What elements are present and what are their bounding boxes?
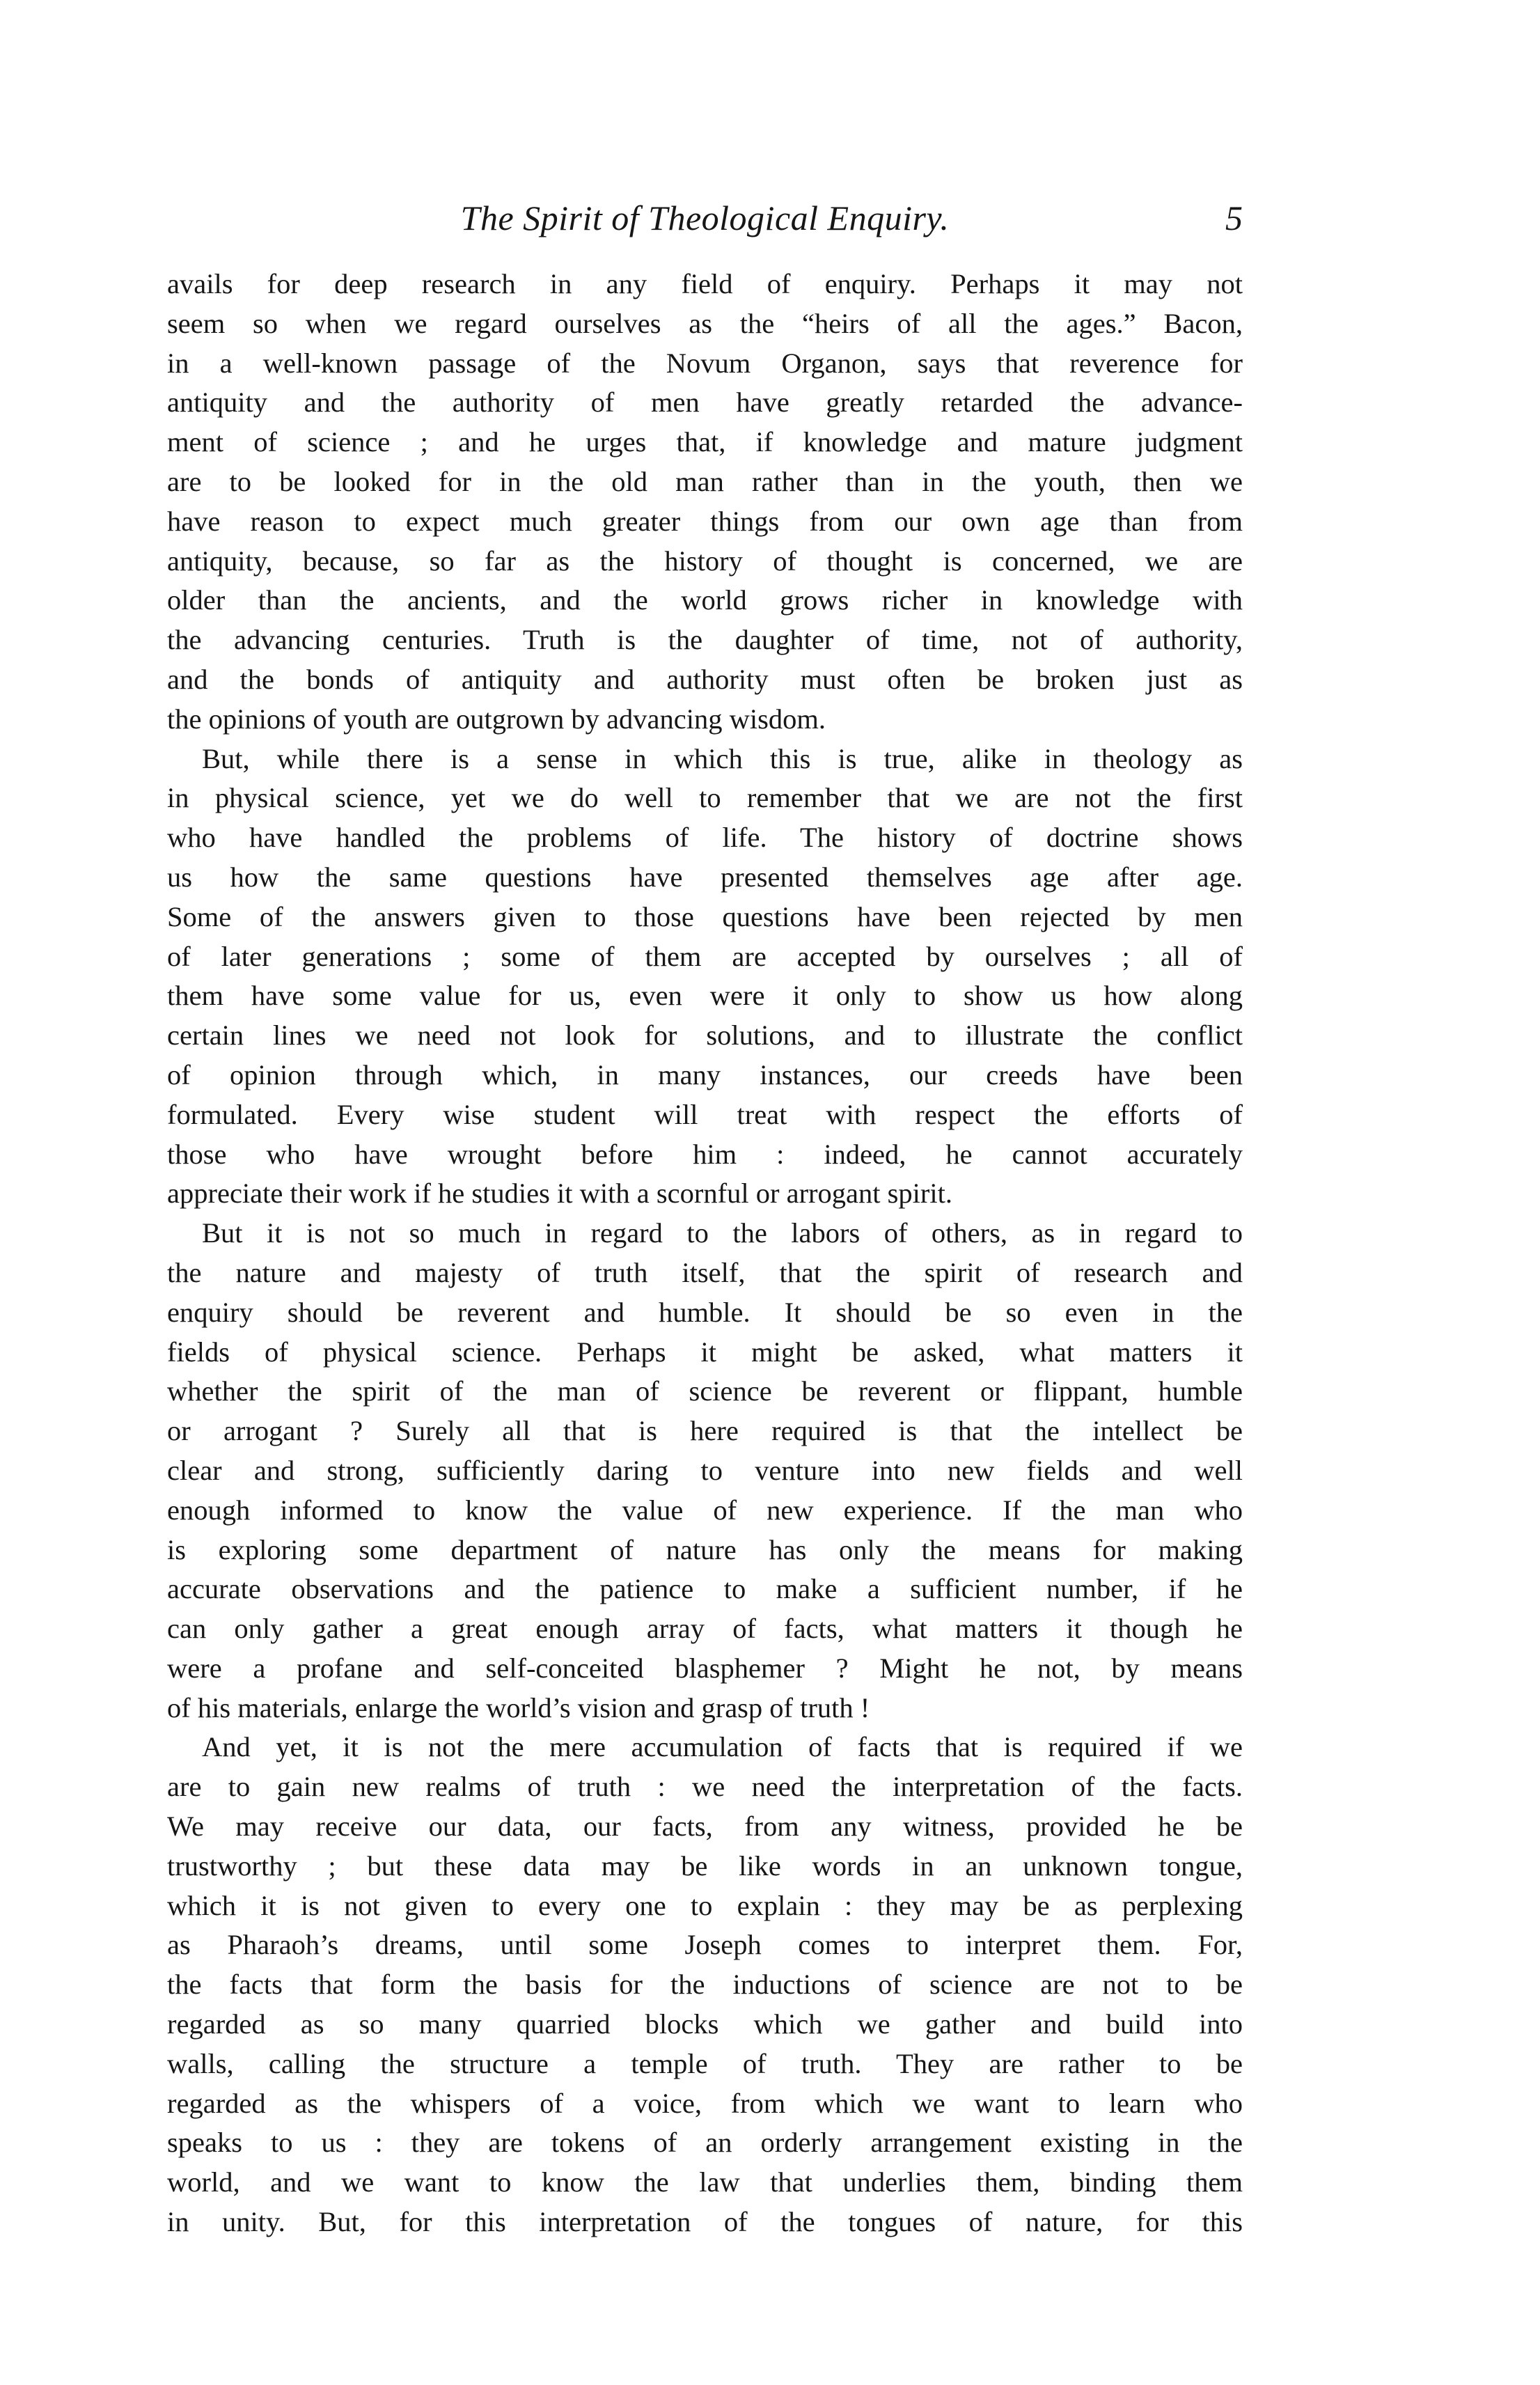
text-line: accurate observations and the patience to make a sufficient number, if he — [167, 1573, 1243, 1605]
text-line: in physical science, yet we do well to remember that we are not the first — [167, 782, 1243, 814]
page-header — [167, 194, 1243, 242]
text-line: enough informed to know the value of new experience. If the man who — [167, 1494, 1243, 1526]
text-line: certain lines we need not look for solutions, and to illustrate the conflict — [167, 1019, 1243, 1051]
text-line: speaks to us : they are tokens of an orderly arrangement existing in the — [167, 2127, 1243, 2159]
text-line: avails for deep research in any field of enquiry. Perhaps it may not — [167, 268, 1243, 299]
text-line: the facts that form the basis for the inductions of science are not to be — [167, 1969, 1243, 2001]
text-line: whether the spirit of the man of science be reverent or flippant, humble — [167, 1375, 1243, 1407]
text-line: Some of the answers given to those questions have been rejected by men — [167, 900, 1243, 932]
text-line: and the bonds of antiquity and authority must often be broken just as — [167, 663, 1243, 695]
text-line: world, and we want to know the law that underlies them, binding them — [167, 2166, 1243, 2198]
text-line: trustworthy ; but these data may be like words in an unknown tongue, — [167, 1850, 1243, 1882]
text-line: walls, calling the structure a temple of truth. They are rather to be — [167, 2047, 1243, 2079]
text-line: But it is not so much in regard to the labors of others, as in regard to — [202, 1217, 1243, 1249]
text-line: can only gather a great enough array of facts, what matters it though he — [167, 1613, 1243, 1645]
text-line: the advancing centuries. Truth is the daughter of time, not of authority, — [167, 624, 1243, 656]
text-line: clear and strong, sufficiently daring to venture into new fields and well — [167, 1454, 1243, 1486]
text-line: of his materials, enlarge the world’s vision and grasp of truth ! — [167, 1691, 870, 1723]
text-line: ment of science ; and he urges that, if knowledge and mature judgment — [167, 426, 1243, 458]
text-line: formulated. Every wise student will treat with respect the efforts of — [167, 1098, 1243, 1130]
text-line: appreciate their work if he studies it with a scornful or arrogant spirit. — [167, 1178, 953, 1210]
text-line: as Pharaoh’s dreams, until some Joseph comes to interpret them. For, — [167, 1929, 1243, 1961]
text-line: were a profane and self-conceited blasphemer ? Might he not, by means — [167, 1652, 1243, 1684]
text-line: regarded as the whispers of a voice, from which we want to learn who — [167, 2087, 1243, 2119]
text-line: in unity. But, for this interpretation of the tongues of nature, for this — [167, 2206, 1243, 2238]
text-line: are to be looked for in the old man rather than in the youth, then we — [167, 465, 1243, 497]
text-line: seem so when we regard ourselves as the “heirs of all the ages.” Bacon, — [167, 307, 1243, 339]
text-line: the opinions of youth are outgrown by advancing wisdom. — [167, 703, 826, 735]
text-line: older than the ancients, and the world grows richer in knowledge with — [167, 584, 1243, 616]
text-line: antiquity, because, so far as the history of thought is concerned, we are — [167, 545, 1243, 577]
text-line: in a well-known passage of the Novum Organon, says that reverence for — [167, 347, 1243, 379]
text-line: But, while there is a sense in which this is true, alike in theology as — [202, 742, 1243, 774]
text-line: fields of physical science. Perhaps it might be asked, what matters it — [167, 1336, 1243, 1368]
text-line: regarded as so many quarried blocks which we gather and build into — [167, 2008, 1243, 2040]
text-line: are to gain new realms of truth : we need the interpretation of the facts. — [167, 1771, 1243, 1803]
running-head: The Spirit of Theological Enquiry. — [460, 198, 950, 237]
text-line: who have handled the problems of life. The history of doctrine shows — [167, 822, 1243, 854]
text-line: of opinion through which, in many instances, our creeds have been — [167, 1058, 1243, 1090]
text-line: is exploring some department of nature has only the means for making — [167, 1533, 1243, 1565]
body-text — [167, 265, 1243, 2242]
text-line: or arrogant ? Surely all that is here required is that the intellect be — [167, 1415, 1243, 1447]
text-line: have reason to expect much greater things from our own age than from — [167, 505, 1243, 537]
page-number: 5 — [1225, 198, 1243, 237]
text-line: enquiry should be reverent and humble. It should be so even in the — [167, 1296, 1243, 1328]
text-line: We may receive our data, our facts, from any witness, provided he be — [167, 1811, 1243, 1843]
text-line: of later generations ; some of them are accepted by ourselves ; all of — [167, 940, 1243, 972]
text-line: us how the same questions have presented themselves age after age. — [167, 861, 1243, 893]
text-line: antiquity and the authority of men have greatly retarded the advance- — [167, 386, 1243, 419]
text-line: And yet, it is not the mere accumulation of facts that is required if we — [202, 1731, 1243, 1763]
text-line: those who have wrought before him : indeed, he cannot accurately — [167, 1138, 1243, 1170]
text-line: the nature and majesty of truth itself, that the spirit of research and — [167, 1256, 1243, 1288]
text-line: them have some value for us, even were it only to show us how along — [167, 980, 1243, 1012]
text-line: which it is not given to every one to explain : they may be as perplexing — [167, 1889, 1243, 1921]
